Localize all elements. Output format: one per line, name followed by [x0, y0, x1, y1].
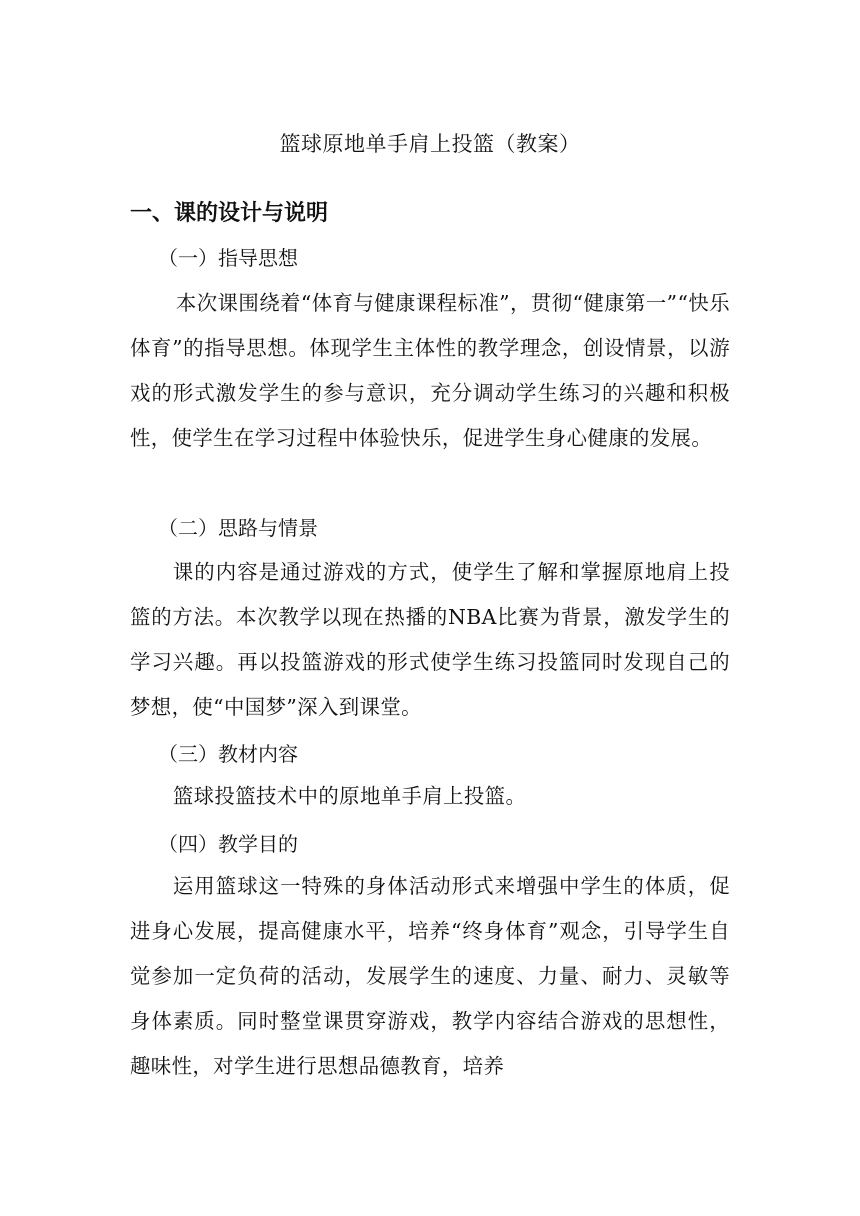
subsection-heading-approach: （二）思路与情景 — [158, 516, 318, 540]
section-heading-design: 一、课的设计与说明 — [130, 201, 329, 226]
paragraph-objectives: 运用篮球这一特殊的身体活动形式来增强中学生的体质，促进身心发展，提高健康水平，培养“终身体育”观念，引导学生自觉参加一定负荷的活动，发展学生的速度、力量、耐力、灵敏等身体素质。同时整堂课贯穿游戏，教学内容结合游戏的思想性，趣味性，对学生进行思想品德教育，培养 — [130, 874, 730, 1078]
subsection-heading-objectives: （四）教学目的 — [158, 832, 298, 856]
document-title: 篮球原地单手肩上投篮（教案） — [279, 132, 581, 156]
subsection-heading-guiding-ideology: （一）指导思想 — [158, 246, 298, 270]
paragraph-content: 篮球投篮技术中的原地单手肩上投篮。 — [172, 784, 527, 808]
paragraph-guiding-ideology: 本次课围绕着“体育与健康课程标准”，贯彻“健康第一”“快乐体育”的指导思想。体现学生主体性的教学理念，创设情景，以游戏的形式激发学生的参与意识，充分调动学生练习的兴趣和积极性，使学生在学习过程中体验快乐，促进学生身心健康的发展。 — [130, 291, 730, 450]
paragraph-approach: 课的内容是通过游戏的方式，使学生了解和掌握原地肩上投篮的方法。本次教学以现在热播的NBA比赛为背景，激发学生的学习兴趣。再以投篮游戏的形式使学生练习投篮同时发现自己的梦想，使“中国梦”深入到课堂。 — [130, 560, 730, 719]
subsection-heading-content: （三）教材内容 — [158, 742, 298, 766]
